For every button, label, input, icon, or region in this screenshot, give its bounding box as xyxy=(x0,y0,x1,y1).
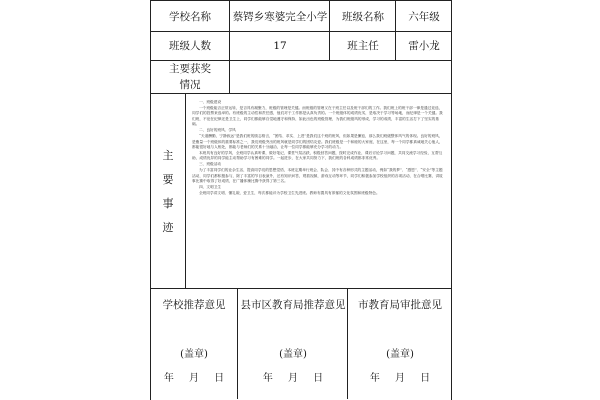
events-paragraph: 一、班级建设 xyxy=(199,100,222,104)
awards-label-line1: 主要获奖 xyxy=(169,63,211,75)
row-class-info xyxy=(151,31,451,61)
awards-label-line2: 情况 xyxy=(179,79,201,91)
county-opinion-seal: (盖章) xyxy=(279,349,307,360)
events-paragraph: “天道酬勤，宁静致远”是我们班的励志格言，“团结、求实、上进”是我们这个班的班风，但如果是懈怠，那么我们班级整体风气的体现。良好的班风，是衡量一个班级体的重要标准之一，我们班级突出的班风就是同学们的团结友爱。我们班级是一个和睦的大家庭，在这里，每一个同学都真诚地关心他人，都能很好地与人相处，都能与老师们的关系十分融洽，让每一位同学都能够充分学习的动力。 xyxy=(192,134,443,150)
row-awards xyxy=(151,61,451,94)
events-label-char: 要 xyxy=(162,173,174,186)
county-opinion-title: 县市区教育局推荐意见 xyxy=(240,299,346,311)
city-opinion-title: 市教育局审批意见 xyxy=(358,299,442,311)
events-paragraph: 全班同学讲文明、懂礼貌，爱卫生，每次都能评为学校卫生先进班。教师布置具有浓郁的文化氛围和班级特色。 xyxy=(199,191,380,196)
class-size-value: 17 xyxy=(229,31,330,60)
row-main-events xyxy=(151,94,451,289)
events-paragraph: 四、文明卫生 xyxy=(199,185,222,190)
events-divider xyxy=(185,94,186,288)
application-form xyxy=(150,0,452,400)
events-label-char: 事 xyxy=(162,197,174,210)
events-label-char: 迹 xyxy=(162,221,174,234)
school-opinion-date: 年 月 日 xyxy=(163,373,225,384)
events-paragraph: 三、班级活动 xyxy=(199,162,222,167)
row-opinions xyxy=(151,289,451,399)
school-name-label: 学校名称 xyxy=(169,10,211,23)
city-opinion-seal: (盖章) xyxy=(386,349,414,360)
class-name-label: 班级名称 xyxy=(329,1,396,31)
events-paragraph: 一个班级能否正常运转，是否具有凝聚力，班级的管理是关键。而班级的管理又在于班主任以及班干部们的工作。我们班上的班干部一律是通过竞选，同学们的投票来选举的。有班级的主动性和责任感，他们对于工作都是认真负责的。一个班级体的成绩优劣，是取决于学习等场地，而纪律是一个关键。我们班，不论在纪律还是卫生上，同学们都能够自觉地遵守和保持，如此出色的班级管理，为我们班级风的形成，学习的成绩，丰富的生活打下了坚实的基础。 xyxy=(192,106,443,127)
events-label xyxy=(151,94,185,288)
events-paragraph: 本班具有良好的学风，全班同学认真听课，做好笔记，课堂气氛活跃，积极回答问题，按时完成作业，课后讨论学习问题，共同交流学习经验，互帮互助，成绩优异的同学能主动帮助学习有困难的同学。一起进步，在大家共同努力下，我们班的各科成绩都非常优秀。 xyxy=(192,151,443,161)
events-paragraph: 二、良好的班风、学风 xyxy=(199,128,236,133)
county-opinion xyxy=(237,289,348,399)
school-opinion-title: 学校推荐意见 xyxy=(162,299,226,311)
class-size-label: 班级人数 xyxy=(169,40,211,52)
row-school-info xyxy=(151,0,451,32)
events-text xyxy=(189,94,446,288)
awards-label xyxy=(151,61,229,93)
city-opinion-date: 年 月 日 xyxy=(369,373,431,384)
school-opinion-seal: (盖章) xyxy=(180,349,208,360)
county-opinion-date: 年 月 日 xyxy=(262,373,324,384)
city-opinion xyxy=(347,289,452,399)
awards-value xyxy=(229,61,452,93)
school-name-value: 蔡锷乡寒婆完全小学 xyxy=(229,1,330,31)
school-opinion xyxy=(151,289,237,399)
events-label-char: 主 xyxy=(162,149,174,162)
events-paragraph: 为了丰富同学们的业余生活，提高同学们的思想觉悟，本班定期举行班会、队会、其中有各种形式的主题活动，例如“我的梦”、“感恩”、“安全”等主题活动，同学们都积极参与，除了丰富的节目表演外，还有知识问答，观看视频，游戏互动等环节，同学们积极参加学校组织的各项活动，在合唱比赛，讲故事比赛中取得了好成绩，在广播体操比赛中获得了第三名。 xyxy=(192,168,443,184)
class-name-value: 六年级 xyxy=(395,1,452,31)
teacher-value: 雷小龙 xyxy=(395,31,452,60)
teacher-label: 班主任 xyxy=(329,31,396,60)
